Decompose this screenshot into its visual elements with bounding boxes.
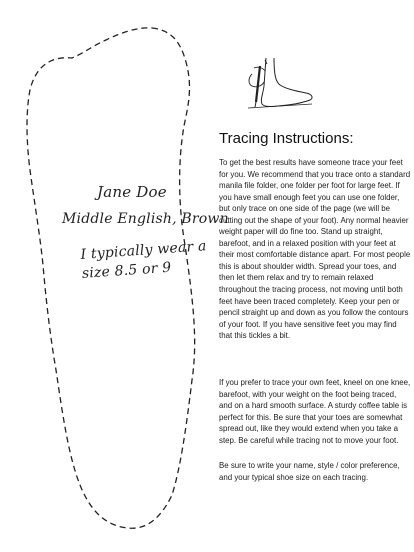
handwritten-shoe-size-note: I typically wear a size 8.5 or 9 [80,238,208,282]
handwritten-style-preference: Middle English, Brown [62,211,229,227]
instructions-paragraph-1: To get the best results have someone trace your feet for you. We recommend that you trace onto a standard manila file folder, one folder per foot for large feet. If you have small enough feet you can use one folder, but only trace on one side of the page (we will be cutting out the shape of your foot). Any normal heavier weight paper will do fine too. Stand up straight, barefoot, and in a relaxed position with your feet at their most comfortable distance apart. For most people this is about shoulder width. Spread your toes, and then let them relax and try to remain relaxed throughout the tracing process, not moving until both feet have been traced completely. Keep your pen or pencil straight up and down as you follow the contours of your foot. If you have sensitive feet you may find that this tickles a bit. [219,158,411,341]
instructions-paragraph-3: Be sure to write your name, style / color preference, and your typical shoe size on each tracing. [219,461,400,482]
instructions-paragraph-2: If you prefer to trace your own feet, kneel on one knee, barefoot, with your weight on the foot being traced, and on a hard smooth surface. A sturdy coffee table is perfect for this. Be sure that your toes are somewhat spread out, like they would extend when you take a step. Be careful while tracing not to move your foot. [219,378,411,445]
pencil-tracing-foot-icon [236,56,316,114]
instructions-title: Tracing Instructions: [219,130,354,147]
handwritten-name: Jane Doe [97,183,167,201]
